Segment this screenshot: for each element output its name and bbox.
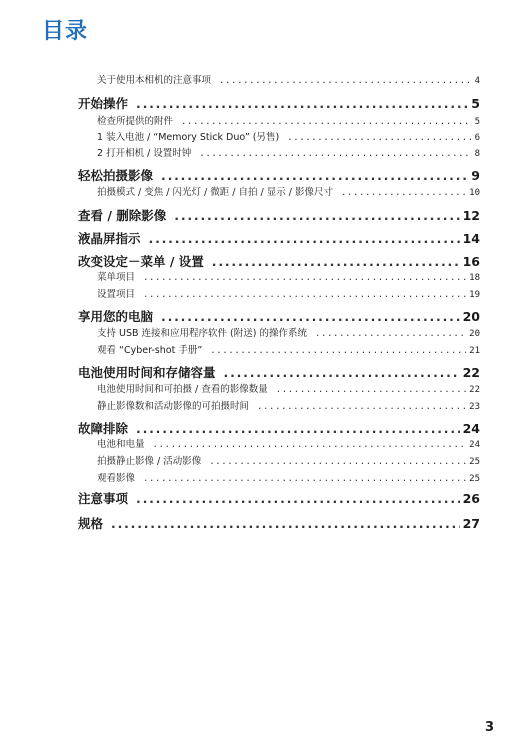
toc-entry-page: 5: [474, 117, 480, 127]
leader-dots: [149, 231, 460, 247]
toc-entry-page: 25: [469, 457, 480, 467]
toc-entry-label: 2 打开相机 / 设置时钟: [97, 148, 192, 159]
toc-entry[interactable]: [97, 327, 480, 340]
toc-entry-label: 电池和电量: [97, 439, 145, 450]
toc-entry-label: 享用您的电脑: [78, 309, 154, 324]
toc-entry-page: 26: [462, 491, 480, 506]
leader-dots: [181, 116, 472, 129]
toc-entry-page: 10: [469, 188, 480, 198]
toc-entry[interactable]: [97, 186, 480, 199]
leader-dots: [136, 421, 460, 437]
toc-entry-label: 菜单项目: [97, 272, 136, 283]
leader-dots: [209, 456, 466, 469]
toc-entry-label: 液晶屏指示: [78, 231, 141, 246]
toc-entry-page: 14: [462, 231, 480, 246]
toc-entry[interactable]: [78, 365, 480, 381]
toc-entry[interactable]: [97, 115, 480, 128]
toc-entry[interactable]: [97, 400, 480, 413]
toc-entry-page: 20: [462, 309, 480, 324]
leader-dots: [161, 168, 468, 184]
toc-entry-label: 1 装入电池 / “Memory Stick Duo” (另售): [97, 132, 280, 143]
toc-entry[interactable]: [78, 96, 480, 112]
leader-dots: [315, 328, 466, 341]
toc-entry-page: 21: [469, 346, 480, 356]
toc-entry-label: 设置项目: [97, 289, 136, 300]
toc-entry[interactable]: [97, 438, 480, 451]
toc-entry-page: 27: [462, 516, 480, 531]
toc-entry-page: 9: [471, 168, 480, 183]
toc-entry-label: 拍摄模式 / 变焦 / 闪光灯 / 微距 / 自拍 / 显示 / 影像尺寸: [97, 187, 333, 198]
toc-entry-page: 8: [474, 149, 480, 159]
toc-entry-label: 规格: [78, 516, 104, 531]
toc-entry[interactable]: [97, 131, 480, 144]
toc-entry[interactable]: [97, 271, 480, 284]
leader-dots: [341, 187, 466, 200]
toc-entry-page: 6: [474, 133, 480, 143]
toc-entry[interactable]: [78, 516, 480, 532]
toc-entry[interactable]: [97, 472, 480, 485]
page-title: 目录: [42, 19, 89, 44]
toc-entry-label: 电池使用时间和存储容量: [78, 365, 216, 380]
toc-entry[interactable]: [78, 231, 480, 247]
toc-entry-page: 5: [471, 96, 480, 111]
toc-entry[interactable]: [78, 309, 480, 325]
toc-entry-page: 23: [469, 402, 480, 412]
toc-entry-page: 16: [462, 254, 480, 269]
toc-entry[interactable]: [97, 147, 480, 160]
page-number: 3: [484, 720, 494, 735]
toc-entry[interactable]: [97, 74, 480, 87]
leader-dots: [199, 148, 471, 161]
toc-entry-label: 关于使用本相机的注意事项: [97, 75, 212, 86]
leader-dots: [161, 309, 460, 325]
toc-entry[interactable]: [78, 168, 480, 184]
toc-entry-label: 注意事项: [78, 491, 129, 506]
toc-entry-page: 20: [469, 329, 480, 339]
leader-dots: [276, 384, 466, 397]
toc-entry[interactable]: [97, 383, 480, 396]
leader-dots: [143, 272, 466, 285]
toc-entry-page: 19: [469, 290, 480, 300]
toc-entry-label: 查看 / 删除影像: [78, 208, 167, 223]
toc-entry-page: 18: [469, 273, 480, 283]
toc-entry-page: 25: [469, 474, 480, 484]
toc-entry[interactable]: [97, 288, 480, 301]
toc-entry-label: 静止影像数和活动影像的可拍摄时间: [97, 401, 250, 412]
leader-dots: [212, 254, 460, 270]
toc-entry-page: 24: [469, 440, 480, 450]
toc-entry[interactable]: [78, 254, 480, 270]
toc-entry-label: 支持 USB 连接和应用程序软件 (附送) 的操作系统: [97, 328, 307, 339]
toc-entry[interactable]: [78, 491, 480, 507]
toc-entry-label: 观看影像: [97, 473, 136, 484]
toc-entry-page: 24: [462, 421, 480, 436]
toc-entry-page: 22: [469, 385, 480, 395]
toc-entry-label: 观看 “Cyber-shot 手册”: [97, 345, 203, 356]
toc-entry-label: 故障排除: [78, 421, 129, 436]
leader-dots: [210, 345, 466, 358]
toc-entry[interactable]: [78, 208, 480, 224]
leader-dots: [153, 439, 467, 452]
toc-entry-label: 开始操作: [78, 96, 129, 111]
toc-entry-label: 拍摄静止影像 / 活动影像: [97, 456, 202, 467]
leader-dots: [111, 516, 460, 532]
leader-dots: [219, 75, 472, 88]
toc-entry-label: 改变设定－菜单 / 设置: [78, 254, 204, 269]
toc-entry[interactable]: [97, 344, 480, 357]
toc-entry[interactable]: [78, 421, 480, 437]
leader-dots: [136, 96, 468, 112]
toc-entry-label: 轻松拍摄影像: [78, 168, 154, 183]
leader-dots: [143, 473, 466, 486]
toc-entry-page: 22: [462, 365, 480, 380]
toc-entry-label: 电池使用时间和可拍摄 / 查看的影像数量: [97, 384, 268, 395]
toc-entry-page: 4: [474, 76, 480, 86]
leader-dots: [287, 132, 471, 145]
toc-entry[interactable]: [97, 455, 480, 468]
leader-dots: [257, 401, 466, 414]
toc-entry-page: 12: [462, 208, 480, 223]
leader-dots: [224, 365, 460, 381]
leader-dots: [143, 289, 466, 302]
leader-dots: [174, 208, 459, 224]
leader-dots: [136, 491, 460, 507]
toc-entry-label: 检查所提供的附件: [97, 116, 174, 127]
